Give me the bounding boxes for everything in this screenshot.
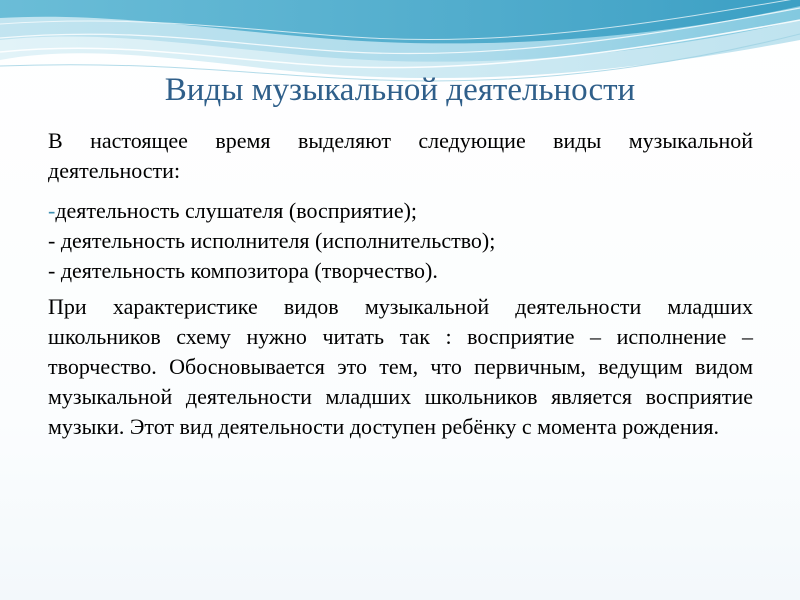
list-dash: - [48,198,56,223]
slide-title: Виды музыкальной деятельности [164,72,636,108]
list-item-text: деятельность композитора (творчество). [60,258,438,283]
intro-paragraph: В настоящее время выделяют следующие виды музыкальной деятельности: [48,128,753,183]
list-item-text: деятельность слушателя (восприятие); [55,198,418,223]
list-item [48,256,753,286]
list-dash: - [48,258,61,283]
list-dash: - [48,228,61,253]
list-item-text: деятельность исполнителя (исполнительство); [60,228,496,253]
slide-content [48,126,753,442]
activity-list [48,196,753,286]
body-paragraph: При характеристике видов музыкальной деятельности младших школьников схему нужно читать так : восприятие – исполнение – творчество. Обосновывается это тем, что первичным, ведущим видом музыкальной деятельности младших школьников является восприятие музыки. Этот вид деятельности доступен ребёнку с момента рождения. [48,294,753,439]
list-item [48,196,753,226]
list-item [48,226,753,256]
